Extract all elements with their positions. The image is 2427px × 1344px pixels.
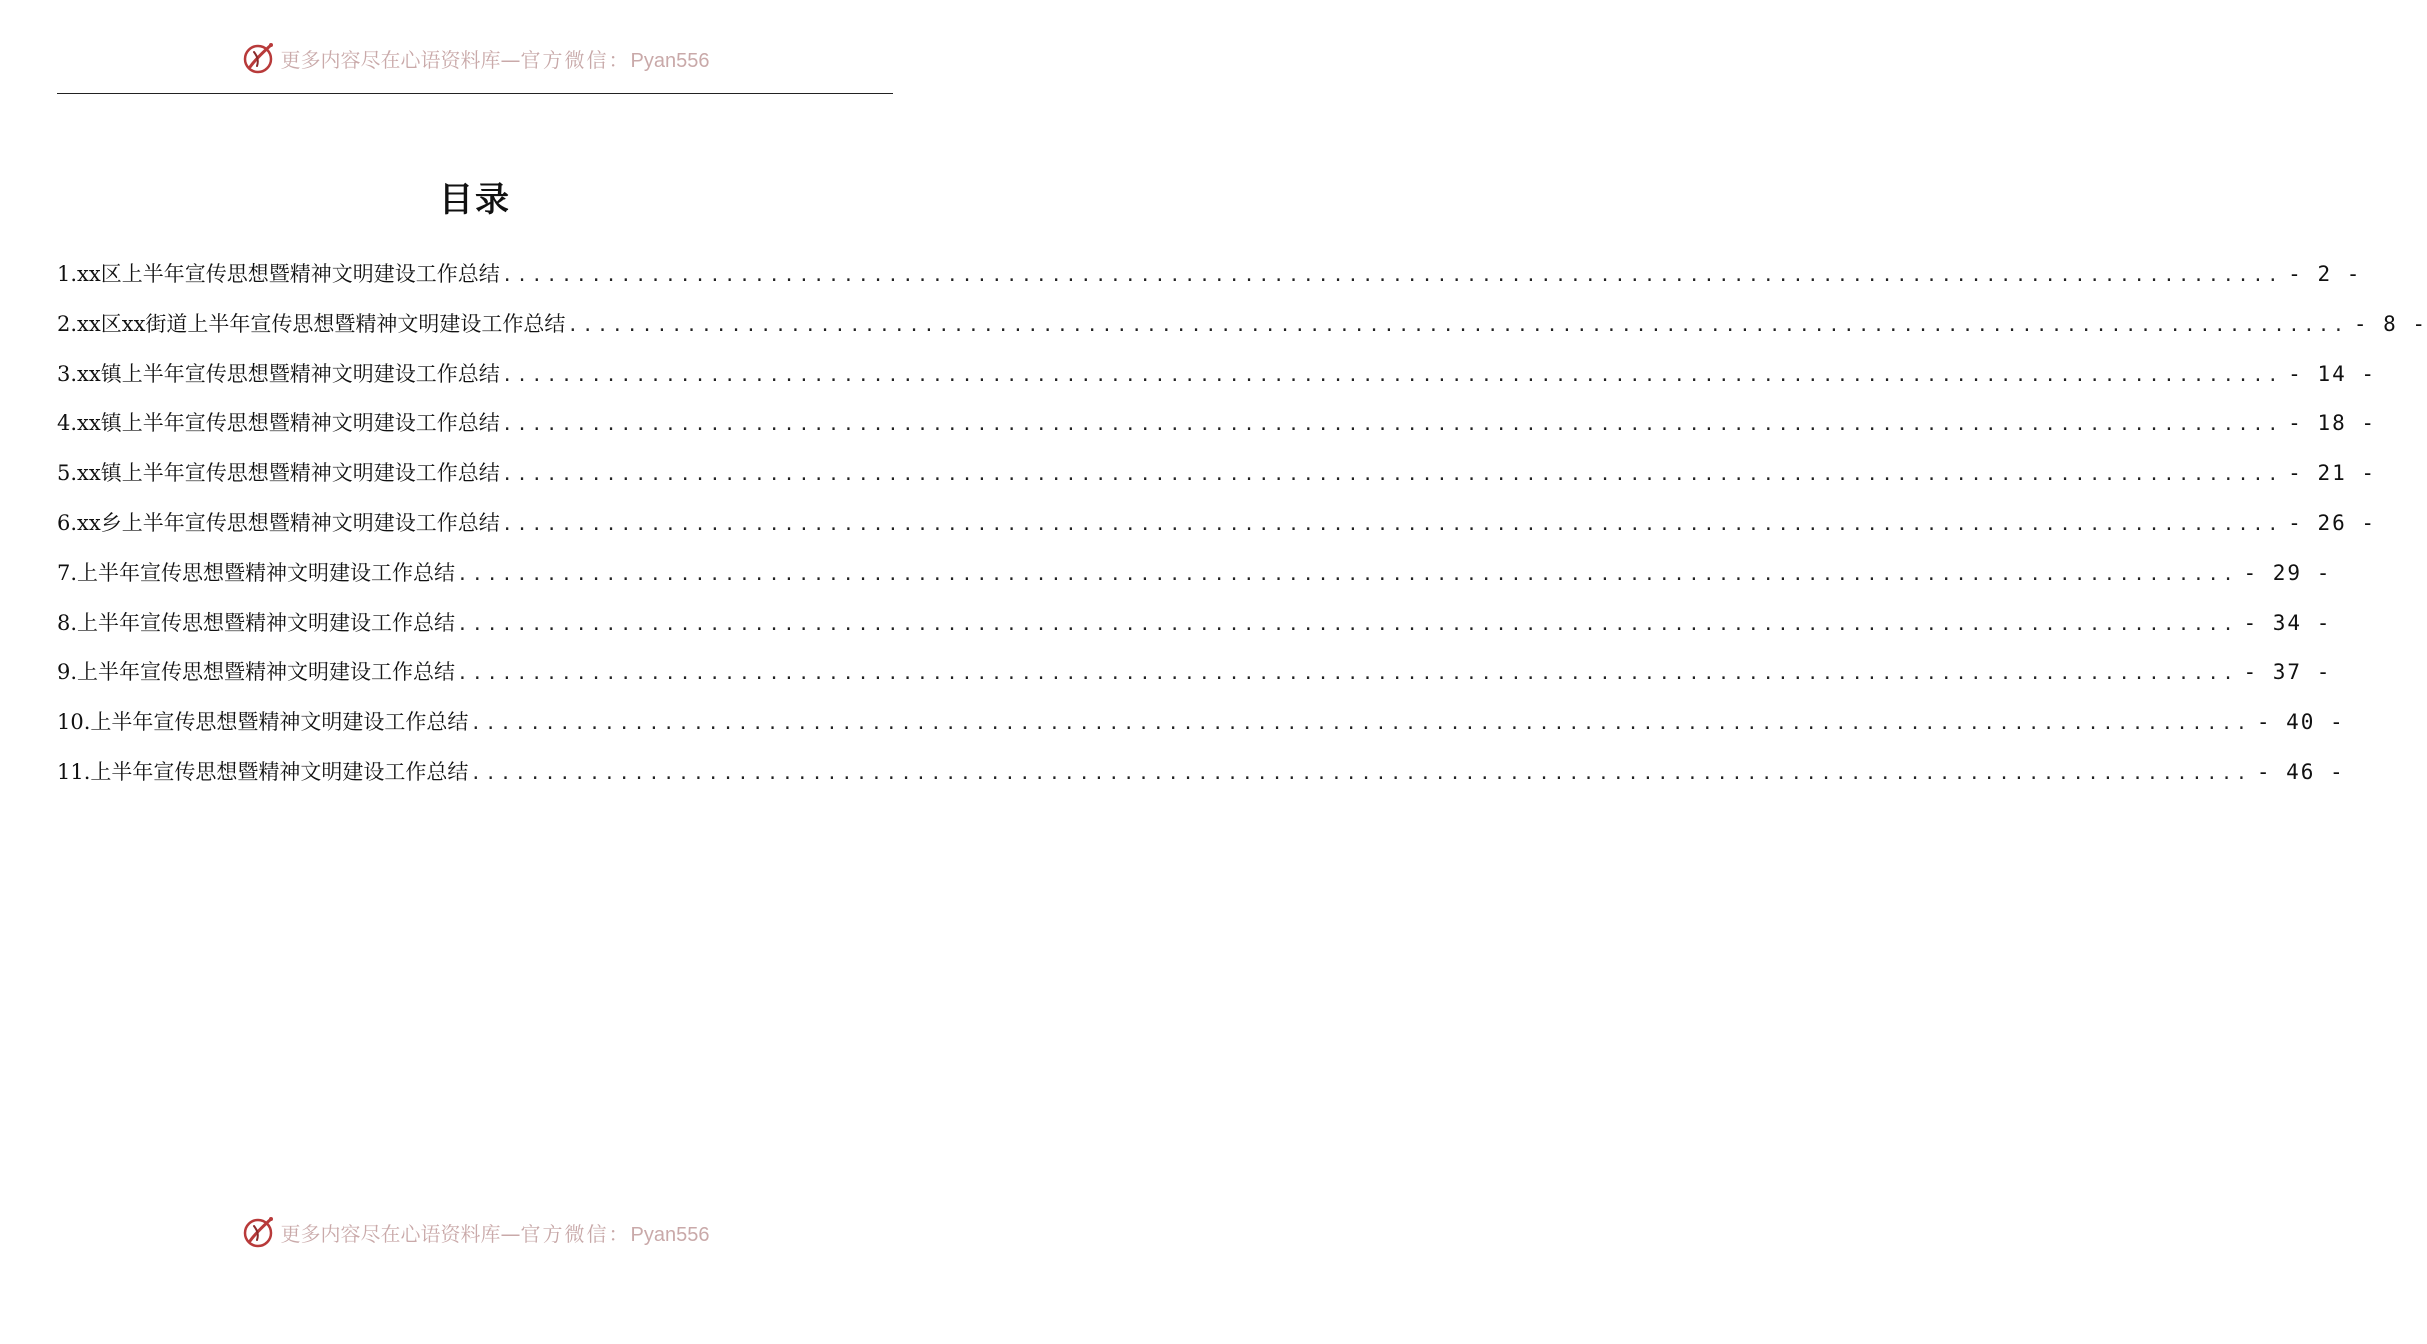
toc-leader: ........................................................................................................................ <box>470 713 2251 735</box>
toc-item[interactable] <box>57 300 2427 350</box>
banner-separator: — <box>500 1221 521 1246</box>
toc-leader: ........................................................................................................................ <box>501 364 2283 386</box>
toc-item-label: 7.上半年宣传思想暨精神文明建设工作总结 <box>57 560 456 585</box>
toc-item-label: 8.上半年宣传思想暨精神文明建设工作总结 <box>57 610 456 635</box>
toc-item-page: - 40 - <box>2256 710 2345 735</box>
page-title: 目录 <box>439 180 511 220</box>
toc-list <box>57 250 2427 798</box>
toc-leader: ........................................................................................................................ <box>501 464 2283 486</box>
toc-leader: ........................................................................................................................ <box>501 265 2283 286</box>
banner-wechat-id: Pyan556 <box>630 49 710 72</box>
toc-item-page: - 34 - <box>2243 610 2332 635</box>
toc-item[interactable] <box>57 350 2377 400</box>
toc-item-label: 9.上半年宣传思想暨精神文明建设工作总结 <box>57 660 456 685</box>
toc-item-page: - 46 - <box>2256 759 2345 784</box>
banner-brand: 更多内容尽在心语资料库 <box>280 47 501 72</box>
toc-item[interactable] <box>57 499 2377 549</box>
header-banner <box>0 38 950 78</box>
toc-leader: ........................................................................................................................ <box>567 314 2348 336</box>
toc-item-page: - 8 - <box>2353 311 2427 336</box>
banner-brand: 更多内容尽在心语资料库 <box>280 1221 501 1246</box>
toc-item[interactable] <box>57 399 2377 449</box>
toc-leader: ........................................................................................................................ <box>501 513 2283 535</box>
banner-wechat-id: Pyan556 <box>630 1223 710 1246</box>
toc-item-label: 11.上半年宣传思想暨精神文明建设工作总结 <box>57 759 469 784</box>
toc-item[interactable] <box>57 698 2345 748</box>
toc-item-page: - 37 - <box>2243 660 2332 685</box>
toc-item-page: - 2 - <box>2288 262 2362 286</box>
toc-item-label: 5.xx镇上半年宣传思想暨精神文明建设工作总结 <box>57 461 500 486</box>
toc-item-label: 4.xx镇上半年宣传思想暨精神文明建设工作总结 <box>57 411 500 436</box>
brush-logo-icon <box>241 1214 277 1250</box>
toc-item-page: - 14 - <box>2288 361 2377 386</box>
toc-leader: ........................................................................................................................ <box>470 762 2251 784</box>
banner-wechat-label: 官方微信： <box>520 47 631 72</box>
toc-item-label: 1.xx区上半年宣传思想暨精神文明建设工作总结 <box>57 262 500 286</box>
toc-item-label: 6.xx乡上半年宣传思想暨精神文明建设工作总结 <box>57 510 500 535</box>
footer-banner <box>0 1212 950 1252</box>
toc-item[interactable] <box>57 599 2332 649</box>
header-divider <box>57 93 893 94</box>
toc-item-page: - 26 - <box>2288 510 2377 535</box>
toc-item-page: - 18 - <box>2288 411 2377 436</box>
banner-separator: — <box>500 47 521 72</box>
toc-item[interactable] <box>57 748 2345 798</box>
toc-item-label: 2.xx区xx街道上半年宣传思想暨精神文明建设工作总结 <box>57 311 566 336</box>
toc-leader: ........................................................................................................................ <box>501 414 2283 436</box>
toc-leader: ........................................................................................................................ <box>457 663 2238 685</box>
toc-item[interactable] <box>57 449 2377 499</box>
toc-item[interactable] <box>57 648 2332 698</box>
banner-wechat-label: 官方微信： <box>520 1221 631 1246</box>
toc-item-page: - 21 - <box>2288 461 2377 486</box>
footer-banner-text <box>281 1218 710 1247</box>
toc-item[interactable] <box>57 549 2332 599</box>
toc-leader: ........................................................................................................................ <box>457 613 2238 635</box>
header-banner-text <box>281 44 710 73</box>
toc-item-label: 3.xx镇上半年宣传思想暨精神文明建设工作总结 <box>57 361 500 386</box>
toc-item[interactable] <box>57 250 2362 300</box>
toc-item-label: 10.上半年宣传思想暨精神文明建设工作总结 <box>57 710 469 735</box>
toc-item-page: - 29 - <box>2243 560 2332 585</box>
toc-leader: ........................................................................................................................ <box>457 563 2238 585</box>
brush-logo-icon <box>241 40 277 76</box>
